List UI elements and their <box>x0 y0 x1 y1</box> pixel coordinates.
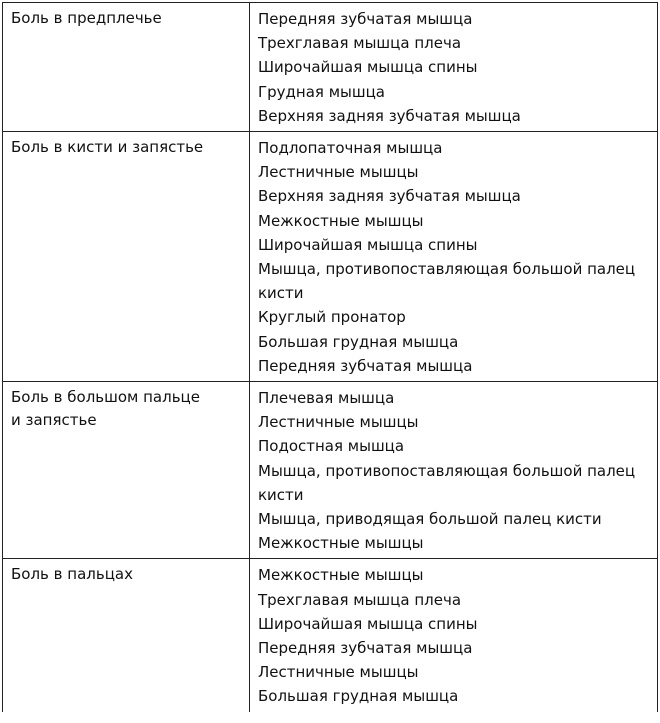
muscle-item: Межкостные мышцы <box>258 211 424 230</box>
muscle-item: Трехглавая мышца плеча <box>258 34 462 53</box>
muscle-list-cell <box>250 132 658 382</box>
pain-area-label: Боль в кисти и запястье <box>11 138 204 157</box>
pain-area-label: Боль в большом пальце <box>11 388 200 407</box>
muscle-list-cell <box>250 559 658 712</box>
muscle-item: Лестничные мышцы <box>258 163 419 182</box>
muscle-item: Трехглавая мышца плеча <box>258 590 462 609</box>
muscle-item: Лестничные мышцы <box>258 663 419 682</box>
muscle-item: Передняя зубчатая мышца <box>258 639 473 658</box>
pain-referral-table <box>2 2 658 712</box>
muscle-list-cell <box>250 382 658 559</box>
pain-area-cell <box>3 382 250 559</box>
muscle-item: Широчайшая мышца спины <box>258 614 478 633</box>
muscle-item: Лестничные мышцы <box>258 413 419 432</box>
muscle-item: Широчайшая мышца спины <box>258 58 478 77</box>
pain-area-cell <box>3 132 250 382</box>
muscle-item: Большая грудная мышца <box>258 332 459 351</box>
muscle-item: Грудная мышца <box>258 82 385 101</box>
muscle-item: Передняя зубчатая мышца <box>258 356 473 375</box>
muscle-item: Подостная мышца <box>258 437 405 456</box>
table-row <box>3 382 658 559</box>
table-row <box>3 559 658 712</box>
muscle-item: кисти <box>258 284 304 303</box>
muscle-item: кисти <box>258 485 304 504</box>
pain-area-label: Боль в предплечье <box>11 9 162 27</box>
muscle-item: Мышца, противопоставляющая большой палец <box>258 461 636 480</box>
muscle-item: Круглый пронатор <box>258 308 406 327</box>
muscle-list-cell <box>250 3 658 132</box>
muscle-item: Мышца, приводящая большой палец кисти <box>258 510 602 529</box>
muscle-item: Широчайшая мышца спины <box>258 235 478 254</box>
table-row <box>3 132 658 382</box>
muscle-item: Плечевая мышца <box>258 389 395 408</box>
muscle-item: Подлопаточная мышца <box>258 139 443 158</box>
pain-area-label: и запястье <box>11 411 97 430</box>
muscle-item: Мышца, противопоставляющая большой палец <box>258 260 636 279</box>
pain-area-cell <box>3 3 250 132</box>
pain-area-label: Боль в пальцах <box>11 565 133 584</box>
table-row <box>3 3 658 132</box>
muscle-item: Межкостные мышцы <box>258 534 424 553</box>
muscle-item: Межкостные мышцы <box>258 566 424 585</box>
pain-area-cell <box>3 559 250 712</box>
muscle-item: Верхняя задняя зубчатая мышца <box>258 106 521 125</box>
muscle-item: Верхняя задняя зубчатая мышца <box>258 187 521 206</box>
muscle-item: Передняя зубчатая мышца <box>258 10 473 28</box>
muscle-item: Большая грудная мышца <box>258 687 459 706</box>
